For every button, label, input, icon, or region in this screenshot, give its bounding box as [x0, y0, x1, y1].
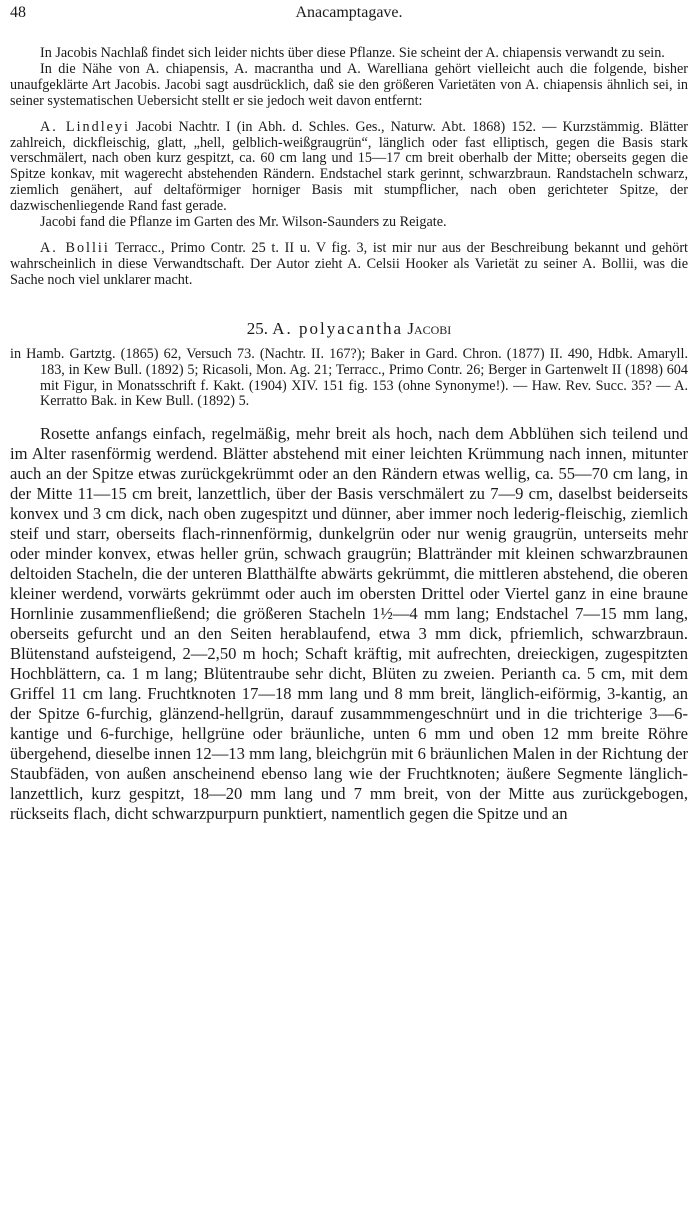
- species-name-bollii: A. Bollii: [40, 239, 110, 256]
- section-number: 25.: [246, 318, 268, 338]
- bollii-paragraph: [10, 241, 688, 289]
- intro-block: [10, 46, 688, 289]
- literature-references: in Hamb. Gartztg. (1865) 62, Versuch 73. (Nachtr. II. 167?); Baker in Gard. Chron. (1877) II. 490, Hdbk. Amaryll. 183, in Kew Bull. (1892) 5; Ricasoli, Mon. Ag. 21; Terracc., Primo Contr. 26; Berger in Gartenwelt II (1898) 604 mit Figur, in Monatsschrift f. Kakt. (1904) XIV. 151 fig. 153 (ohne Synonyme!). — Haw. Rev. Succ. 35? — A. Kerratto Bak. in Kew Bull. (1892) 5.: [10, 345, 688, 410]
- lindleyi-description: Jacobi Nachtr. I (in Abh. d. Schles. Ges., Naturw. Abt. 1868) 152. — Kurzstämmig. Blätter zahlreich, dickfleischig, glatt, „hell, gelblich-weißgraugrün“, länglich oder fast elliptisch, gegen die Basis stark verschmälert, nach oben kurz gespitzt, ca. 60 cm lang und 15—17 cm breit oberhalb der Mitte; oberseits gegen die Spitze konkav, mit wagerecht abstehenden Rändern. Endstachel stark gerinnt, schwarzbraun. Randstacheln schwarz, ziemlich genähert, auf deltaförmiger horniger Basis mit stumpflicher, nach oben gerichteter Spitze, der dazwischenliegende Rand fast gerade.: [10, 118, 689, 215]
- page-header: [10, 2, 688, 26]
- document-page: [10, 2, 688, 824]
- intro-paragraph-1: In Jacobis Nachlaß findet sich leider nichts über diese Pflanze. Sie scheint der A. chiapensis verwandt zu sein.: [40, 45, 665, 61]
- intro-paragraph-2: In die Nähe von A. chiapensis, A. macrantha und A. Warelliana gehört vielleicht auch die folgende, bisher unaufgeklärte Art Jacobis. Jacobi sagt ausdrücklich, daß sie den größeren Varietäten von A. chiapensis ähnlich sei, in seiner systematischen Uebersicht stellt er sie jedoch weit davon entfernt:: [10, 60, 688, 109]
- section-heading: [10, 319, 688, 339]
- section-species-name: A. polyacantha: [272, 318, 404, 338]
- lindleyi-paragraph: [10, 120, 688, 215]
- section-author: Jacobi: [407, 318, 452, 338]
- species-name-lindleyi: A. Lindleyi: [40, 118, 130, 135]
- running-title: Anacamptagave.: [295, 4, 403, 21]
- bollii-description: Terracc., Primo Contr. 25 t. II u. V fig. 3, ist mir nur aus der Beschreibung bekannt und gehört wahrscheinlich in diese Verwandtschaft. Der Autor zieht A. Celsii Hooker als Varietät zu seiner A. Bollii, was die Sache noch viel unklarer macht.: [10, 239, 688, 288]
- species-description: Rosette anfangs einfach, regelmäßig, mehr breit als hoch, nach dem Abblühen sich teilend und im Alter rasenförmig werdend. Blätter abstehend mit einer leichten Krümmung nach innen, mitunter auch an der Spitze etwas zurückgekrümmt oder an den Rändern etwas wellig, ca. 55—70 cm lang, in der Mitte 11—15 cm breit, lanzettlich, über der Basis verschmälert zu 7—9 cm, daselbst beiderseits konvex und 3 cm dick, nach oben zugespitzt und dünner, aber immer noch lederig-fleischig, ziemlich steif und starr, oberseits flach-rinnenförmig, dunkelgrün oder nur wenig graugrün, unterseits mehr oder minder konvex, etwas heller grün, schwach graugrün; Blattränder mit kleinen schwarzbraunen deltoiden Stacheln, die der unteren Blatthälfte abwärts gekrümmt, die mittleren abstehend, die oberen kleiner werdend, vorwärts gekrümmt oder auch im obersten Drittel oder Viertel ganz in eine braune Hornlinie zusammenfließend; die größeren Stacheln 1½—4 mm lang; Endstachel 7—15 mm lang, oberseits gefurcht und an den Seiten herablaufend, etwa 3 mm dick, pfriemlich, schwarzbraun. Blütenstand aufsteigend, 2—2,50 m hoch; Schaft kräftig, mit aufrechten, dreieckigen, zugespitzten Hochblättern, ca. 1 m lang; Blütentraube sehr dicht, Blüten zu zweien. Perianth ca. 5 cm, mit dem Griffel 11 cm lang. Fruchtknoten 17—18 mm lang und 8 mm breit, länglich-eiförmig, 3-kantig, an der Spitze 6-furchig, glänzend-hellgrün, darauf zusammmengeschnürt und in die trichterige 3—6-kantige und 6-furchige, hellgrüne oder bräunliche, unten 6 mm und oben 12 mm breite Röhre übergehend, dieselbe innen 12—13 mm lang, bleichgrün mit 6 bräunlichen Malen in der Richtung der Staubfäden, von außen anscheinend ebenso lang wie der Fruchtknoten; äußere Segmente länglich-lanzettlich, kurz gespitzt, 18—20 mm lang und 7 mm breit, von der Mitte aus zurückgebogen, rückseits flach, dicht schwarzpurpurn punktiert, namentlich gegen die Spitze und an: [10, 424, 688, 824]
- page-number: 48: [10, 4, 26, 21]
- lindleyi-note: Jacobi fand die Pflanze im Garten des Mr. Wilson-Saunders zu Reigate.: [40, 214, 447, 231]
